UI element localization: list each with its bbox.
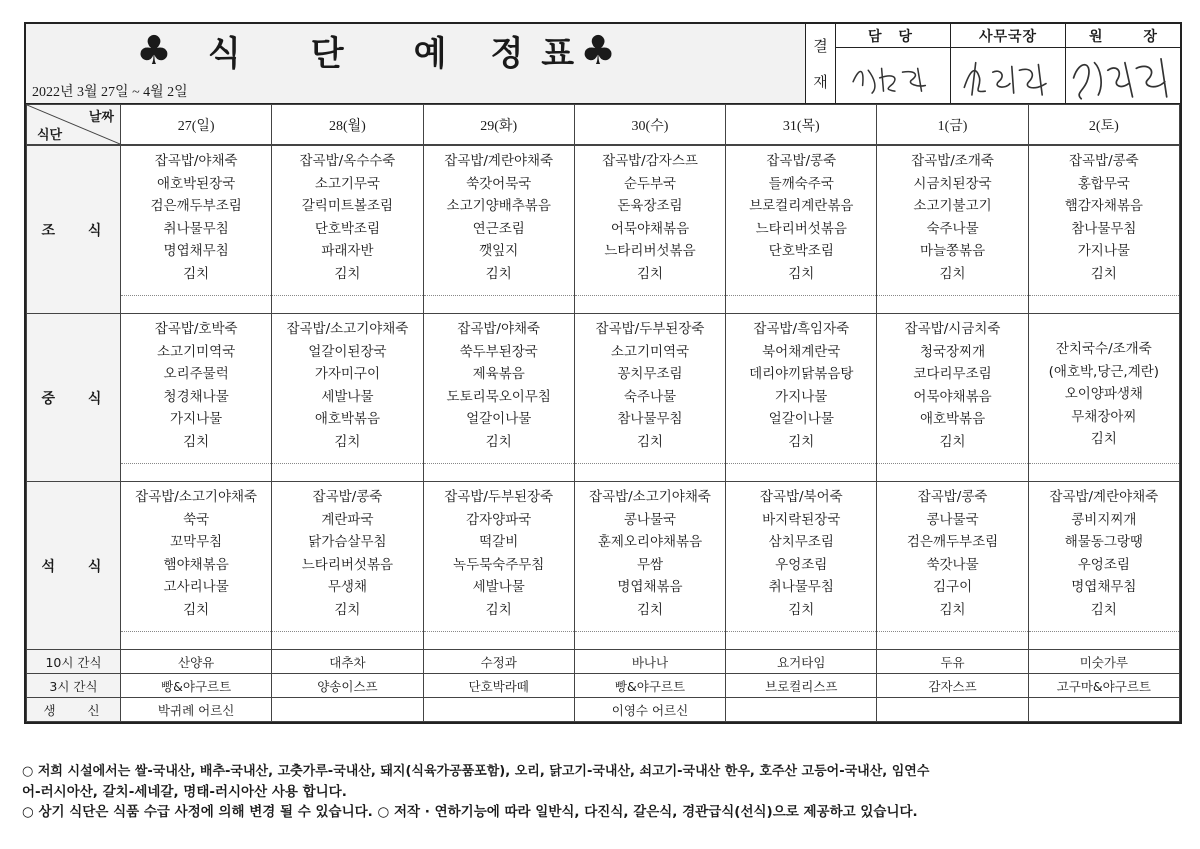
menu-item: 느타리버섯볶음 [301, 556, 394, 573]
menu-item: 김치 [334, 433, 361, 450]
club-symbol-icon: ♣ [580, 27, 619, 74]
snack-item: 단호박라떼 [423, 674, 574, 698]
menu-cell [877, 146, 1028, 296]
menu-item: 소고기미역국 [610, 343, 690, 360]
day-header: 1(금) [877, 105, 1028, 145]
menu-item: 코다리무조림 [913, 366, 992, 382]
menu-item: 들깨숙주국 [768, 175, 834, 192]
menu-cell [121, 482, 272, 632]
menu-item: 잡곡밥/계란야채죽 [444, 153, 554, 169]
menu-item: 해물동그랑땡 [1064, 534, 1143, 550]
menu-item: 가지나물 [775, 388, 828, 405]
menu-item: 김치 [788, 265, 815, 282]
menu-item: 김치 [636, 601, 664, 618]
menu-item: 김치 [939, 265, 966, 282]
menu-item: 애호박볶음 [314, 411, 381, 427]
menu-item: 김치 [334, 265, 361, 282]
birthday-item [726, 698, 877, 722]
note-origin-line-1: ○ 저희 시설에서는 쌀-국내산, 배추-국내산, 고춧가루-국내산, 돼지(식육가공품포함), 오리, 닭고기-국내산, 쇠고기-국내산 한우, 호주산 고등어-국내산, 임연수 [22, 764, 930, 779]
menu-item: 참나물무침 [1071, 220, 1137, 237]
title-char: 단 [310, 34, 346, 74]
menu-item: 김치 [636, 433, 664, 450]
menu-item: 김치 [1090, 265, 1117, 282]
menu-item: 데리야끼닭볶음탕 [749, 366, 854, 382]
day-header: 29(화) [423, 105, 574, 145]
menu-cell [574, 482, 725, 632]
menu-item: 잡곡밥/소고기야채죽 [286, 321, 409, 337]
menu-item: 청국장찌개 [919, 343, 986, 360]
menu-item: 잡곡밥/콩죽 [312, 489, 383, 505]
signature-director [1066, 48, 1180, 103]
approval-column-manager [836, 24, 951, 103]
menu-item: 콩나물국 [926, 511, 979, 528]
menu-item: 꽁치무조림 [617, 366, 683, 382]
menu-item: 가자미구이 [314, 366, 381, 382]
menu-item: 명엽채무침 [163, 243, 229, 259]
menu-item: 녹두묵숙주무침 [453, 556, 545, 573]
snack-item: 양송이스프 [272, 674, 423, 698]
birthday-item [1028, 698, 1179, 722]
menu-item: 단호박조림 [314, 220, 381, 237]
approval-label-bottom: 재 [813, 72, 828, 91]
note-origin-line-2: 어-러시아산, 갈치-세네갈, 명태-러시아산 사용 합니다. [22, 784, 347, 800]
spacer-cell [726, 464, 877, 482]
menu-item: 파래자반 [321, 243, 374, 259]
menu-item: 검은깨두부조림 [150, 198, 242, 214]
snack-item: 고구마&야구르트 [1028, 674, 1179, 698]
title-char: 식 [207, 34, 243, 74]
birthday-item: 박귀례 어르신 [121, 698, 272, 722]
meal-body [27, 146, 1180, 650]
menu-item: 햄야채볶음 [163, 556, 229, 573]
day-header: 30(수) [574, 105, 725, 145]
extras-body [27, 650, 1180, 722]
menu-item: 시금치된장국 [913, 175, 992, 192]
menu-item: 꼬막무침 [170, 534, 223, 550]
snack-item: 빵&야구르트 [121, 674, 272, 698]
snack-item: 요거타임 [726, 650, 877, 674]
title-char: 예 [413, 34, 449, 74]
day-header: 31(목) [726, 105, 877, 145]
menu-item: 잡곡밥/흑임자죽 [753, 321, 850, 337]
approval-column-secretary [951, 24, 1066, 103]
corner-cell [27, 105, 121, 145]
menu-item: 검은깨두부조림 [906, 534, 999, 550]
menu-item: 잡곡밥/두부된장죽 [444, 489, 554, 505]
menu-item: 청경채나물 [163, 388, 229, 405]
page-title [136, 26, 618, 75]
menu-item: 얼갈이나물 [768, 411, 834, 427]
menu-item: 오이양파생채 [1064, 386, 1143, 402]
snack-3-row [27, 674, 1180, 698]
meal-label: 석 식 [27, 482, 121, 650]
menu-cell [423, 314, 574, 464]
menu-item: 마늘쫑볶음 [919, 243, 986, 259]
day-header: 28(월) [272, 105, 423, 145]
corner-meal-label: 식단 [37, 128, 63, 143]
menu-item: 단호박조림 [768, 243, 834, 259]
menu-item: 잡곡밥/감자스프 [602, 153, 698, 169]
birthday-item [272, 698, 423, 722]
menu-item: 우엉조림 [1077, 556, 1130, 573]
menu-cell [877, 314, 1028, 464]
menu-item: 바지락된장국 [762, 511, 841, 528]
menu-item: 브로컬리계란볶음 [749, 198, 854, 214]
menu-item: 김치 [183, 265, 210, 282]
approval-label-top: 결 [813, 37, 828, 56]
menu-cell [272, 482, 423, 632]
birthday-row [27, 698, 1180, 722]
menu-item: 소고기불고기 [913, 198, 992, 214]
club-symbol-icon: ♣ [136, 27, 174, 74]
menu-item: 순두부국 [623, 175, 677, 192]
menu-cell [121, 314, 272, 464]
meal-label: 조 식 [27, 146, 121, 314]
menu-item: 잡곡밥/콩죽 [1068, 153, 1139, 169]
menu-cell [574, 146, 725, 296]
meal-row [27, 482, 1180, 632]
menu-item: 잡곡밥/시금치죽 [904, 321, 1001, 337]
menu-item: 소고기무국 [314, 175, 381, 192]
menu-item: 햄감자채볶음 [1064, 198, 1143, 214]
menu-item: 숙주나물 [623, 388, 677, 405]
menu-item: 김치 [636, 265, 664, 282]
menu-item: 얼갈이나물 [466, 411, 532, 427]
menu-item: 쑥갓나물 [926, 556, 979, 573]
snack-10-row [27, 650, 1180, 674]
menu-cell [121, 146, 272, 296]
menu-cell [1028, 314, 1179, 464]
menu-cell [1028, 146, 1179, 296]
spacer-cell [1028, 632, 1179, 650]
menu-cell [726, 482, 877, 632]
menu-item: 어묵야채볶음 [610, 220, 690, 237]
menu-item: 오리주물럭 [163, 366, 229, 382]
menu-item: 취나물무침 [768, 579, 834, 595]
menu-sheet [24, 22, 1182, 724]
menu-item: 김치 [1090, 601, 1117, 618]
snack-item: 두유 [877, 650, 1028, 674]
spacer-cell [877, 632, 1028, 650]
meal-spacer-row [27, 296, 1180, 314]
menu-item: 김치 [788, 601, 815, 618]
menu-item: 쑥국 [183, 511, 210, 528]
menu-item: 잡곡밥/북어죽 [759, 489, 843, 505]
note-change-notice: ○ 상기 식단은 식품 수급 사정에 의해 변경 될 수 있습니다. ○ 저작 · 연하기능에 따라 일반식, 다진식, 갈은식, 경관급식(선식)으로 제공하고 있습니다. [22, 804, 918, 820]
menu-item: 삼치무조림 [768, 534, 834, 550]
spacer-cell [877, 296, 1028, 314]
menu-item: 갈릭미트볼조림 [301, 198, 394, 214]
menu-item: 애호박된장국 [157, 175, 236, 192]
signature-mark [1066, 48, 1180, 103]
menu-cell [726, 146, 877, 296]
snack-3-label: 3시 간식 [27, 674, 121, 698]
menu-item: 애호박볶음 [919, 411, 986, 427]
menu-cell [272, 314, 423, 464]
menu-item: 잡곡밥/야채죽 [457, 321, 541, 337]
menu-item: 명엽채무침 [1071, 579, 1137, 595]
menu-item: 쑥두부된장국 [459, 343, 538, 360]
menu-item: 잡곡밥/야채죽 [154, 153, 238, 169]
menu-item: 잡곡밥/호박죽 [154, 321, 238, 337]
spacer-cell [1028, 296, 1179, 314]
menu-item: 가지나물 [170, 411, 223, 427]
menu-cell [726, 314, 877, 464]
spacer-cell [423, 632, 574, 650]
snack-item: 대추차 [272, 650, 423, 674]
snack-item: 수정과 [423, 650, 574, 674]
menu-item: 연근조림 [472, 220, 525, 237]
menu-table [26, 104, 1180, 145]
spacer-cell [574, 464, 725, 482]
meal-row [27, 314, 1180, 464]
menu-item: 김구이 [932, 579, 973, 595]
menu-item: 소고기양배추볶음 [446, 198, 551, 214]
menu-item: 가지나물 [1077, 243, 1130, 259]
menu-cell [423, 146, 574, 296]
title-area [26, 24, 805, 103]
menu-item: 무채장아찌 [1071, 408, 1137, 425]
menu-item: 김치 [485, 265, 512, 282]
birthday-item [877, 698, 1028, 722]
spacer-cell [574, 296, 725, 314]
day-header-row [27, 105, 1180, 145]
menu-item: 감자양파국 [466, 511, 532, 528]
menu-item: 우엉조림 [775, 556, 828, 573]
menu-item: 무쌈 [636, 556, 664, 573]
spacer-cell [1028, 464, 1179, 482]
menu-item: 제육볶음 [472, 366, 525, 382]
menu-item: 취나물무침 [163, 220, 229, 237]
menu-item: 고사리나물 [163, 579, 229, 595]
menu-cell [574, 314, 725, 464]
menu-cell [877, 482, 1028, 632]
approval-title: 사무국장 [951, 24, 1065, 48]
menu-item: (애호박,당근,계란) [1048, 363, 1160, 380]
approval-column-director [1066, 24, 1180, 103]
snack-item: 감자스프 [877, 674, 1028, 698]
menu-item: 김치 [183, 433, 210, 450]
menu-item: 도토리묵오이무침 [446, 388, 551, 405]
menu-item: 김치 [939, 601, 966, 618]
meal-table [26, 145, 1180, 722]
menu-item: 잔치국수/조개죽 [1055, 341, 1152, 357]
spacer-cell [726, 632, 877, 650]
signature-mark [951, 48, 1065, 103]
approval-box [805, 24, 1180, 103]
spacer-cell [121, 296, 272, 314]
menu-item: 느타리버섯볶음 [604, 243, 696, 259]
menu-cell [423, 482, 574, 632]
snack-item: 브로컬리스프 [726, 674, 877, 698]
menu-item: 명엽채볶음 [617, 579, 683, 595]
menu-item: 콩나물국 [623, 511, 677, 528]
day-header: 2(토) [1028, 105, 1179, 145]
menu-item: 깻잎지 [479, 243, 519, 259]
menu-item: 김치 [1090, 431, 1117, 447]
signature-mark [836, 48, 950, 103]
spacer-cell [423, 464, 574, 482]
meal-spacer-row [27, 632, 1180, 650]
meal-label: 중 식 [27, 314, 121, 482]
menu-item: 참나물무침 [617, 411, 683, 427]
title-char: 정 [490, 34, 526, 74]
menu-item: 훈제오리야채볶음 [597, 534, 703, 550]
menu-item: 닭가슴살무침 [308, 534, 387, 550]
snack-item: 바나나 [574, 650, 725, 674]
notes [22, 762, 1182, 822]
menu-item: 김치 [485, 601, 512, 618]
spacer-cell [121, 632, 272, 650]
menu-item: 숙주나물 [926, 220, 979, 237]
menu-item: 홍합무국 [1077, 175, 1130, 192]
spacer-cell [272, 464, 423, 482]
menu-item: 무생채 [327, 579, 367, 595]
menu-item: 얼갈이된장국 [308, 343, 387, 360]
spacer-cell [423, 296, 574, 314]
menu-item: 잡곡밥/계란야채죽 [1049, 489, 1159, 505]
menu-item: 김치 [183, 601, 210, 618]
spacer-cell [272, 296, 423, 314]
birthday-item: 이영수 어르신 [574, 698, 725, 722]
signature-secretary [951, 48, 1065, 103]
birthday-label: 생 신 [27, 698, 121, 722]
menu-item: 잡곡밥/소고기야채죽 [589, 489, 711, 505]
signature-manager [836, 48, 950, 103]
approval-title: 담 당 [836, 24, 950, 48]
snack-item: 미숫가루 [1028, 650, 1179, 674]
meal-row [27, 146, 1180, 296]
menu-item: 느타리버섯볶음 [755, 220, 847, 237]
snack-item: 빵&야구르트 [574, 674, 725, 698]
menu-item: 김치 [485, 433, 512, 450]
approval-title: 원 장 [1066, 24, 1180, 48]
menu-item: 김치 [939, 433, 966, 450]
title-char: 표 [541, 34, 577, 74]
menu-item: 잡곡밥/콩죽 [766, 153, 837, 169]
menu-period: 2022년 3월 27일 ~ 4월 2일 [32, 85, 188, 100]
menu-item: 쑥갓어묵국 [466, 175, 532, 192]
menu-cell [272, 146, 423, 296]
birthday-item [423, 698, 574, 722]
menu-item: 돈육장조림 [617, 198, 683, 214]
spacer-cell [121, 464, 272, 482]
approval-label [806, 24, 836, 103]
snack-10-label: 10시 간식 [27, 650, 121, 674]
spacer-cell [877, 464, 1028, 482]
menu-item: 김치 [334, 601, 361, 618]
menu-item: 잡곡밥/조개죽 [911, 153, 994, 169]
menu-item: 잡곡밥/옥수수죽 [299, 153, 396, 169]
meal-spacer-row [27, 464, 1180, 482]
menu-item: 세발나물 [472, 579, 525, 595]
sheet-header [26, 24, 1180, 104]
spacer-cell [574, 632, 725, 650]
menu-cell [1028, 482, 1179, 632]
menu-item: 소고기미역국 [157, 343, 236, 360]
menu-item: 어묵야채볶음 [913, 388, 992, 405]
menu-item: 세발나물 [321, 388, 374, 405]
menu-item: 계란파국 [321, 511, 374, 528]
menu-item: 콩비지찌개 [1071, 511, 1137, 528]
menu-item: 잡곡밥/두부된장죽 [595, 321, 705, 337]
menu-item: 떡갈비 [479, 534, 519, 550]
menu-item: 잡곡밥/소고기야채죽 [135, 489, 258, 505]
day-header: 27(일) [121, 105, 272, 145]
snack-item: 산양유 [121, 650, 272, 674]
spacer-cell [272, 632, 423, 650]
menu-item: 북어채계란국 [762, 343, 841, 360]
corner-date-label: 날짜 [88, 110, 114, 125]
menu-item: 김치 [788, 433, 815, 450]
menu-item: 잡곡밥/콩죽 [917, 489, 988, 505]
spacer-cell [726, 296, 877, 314]
